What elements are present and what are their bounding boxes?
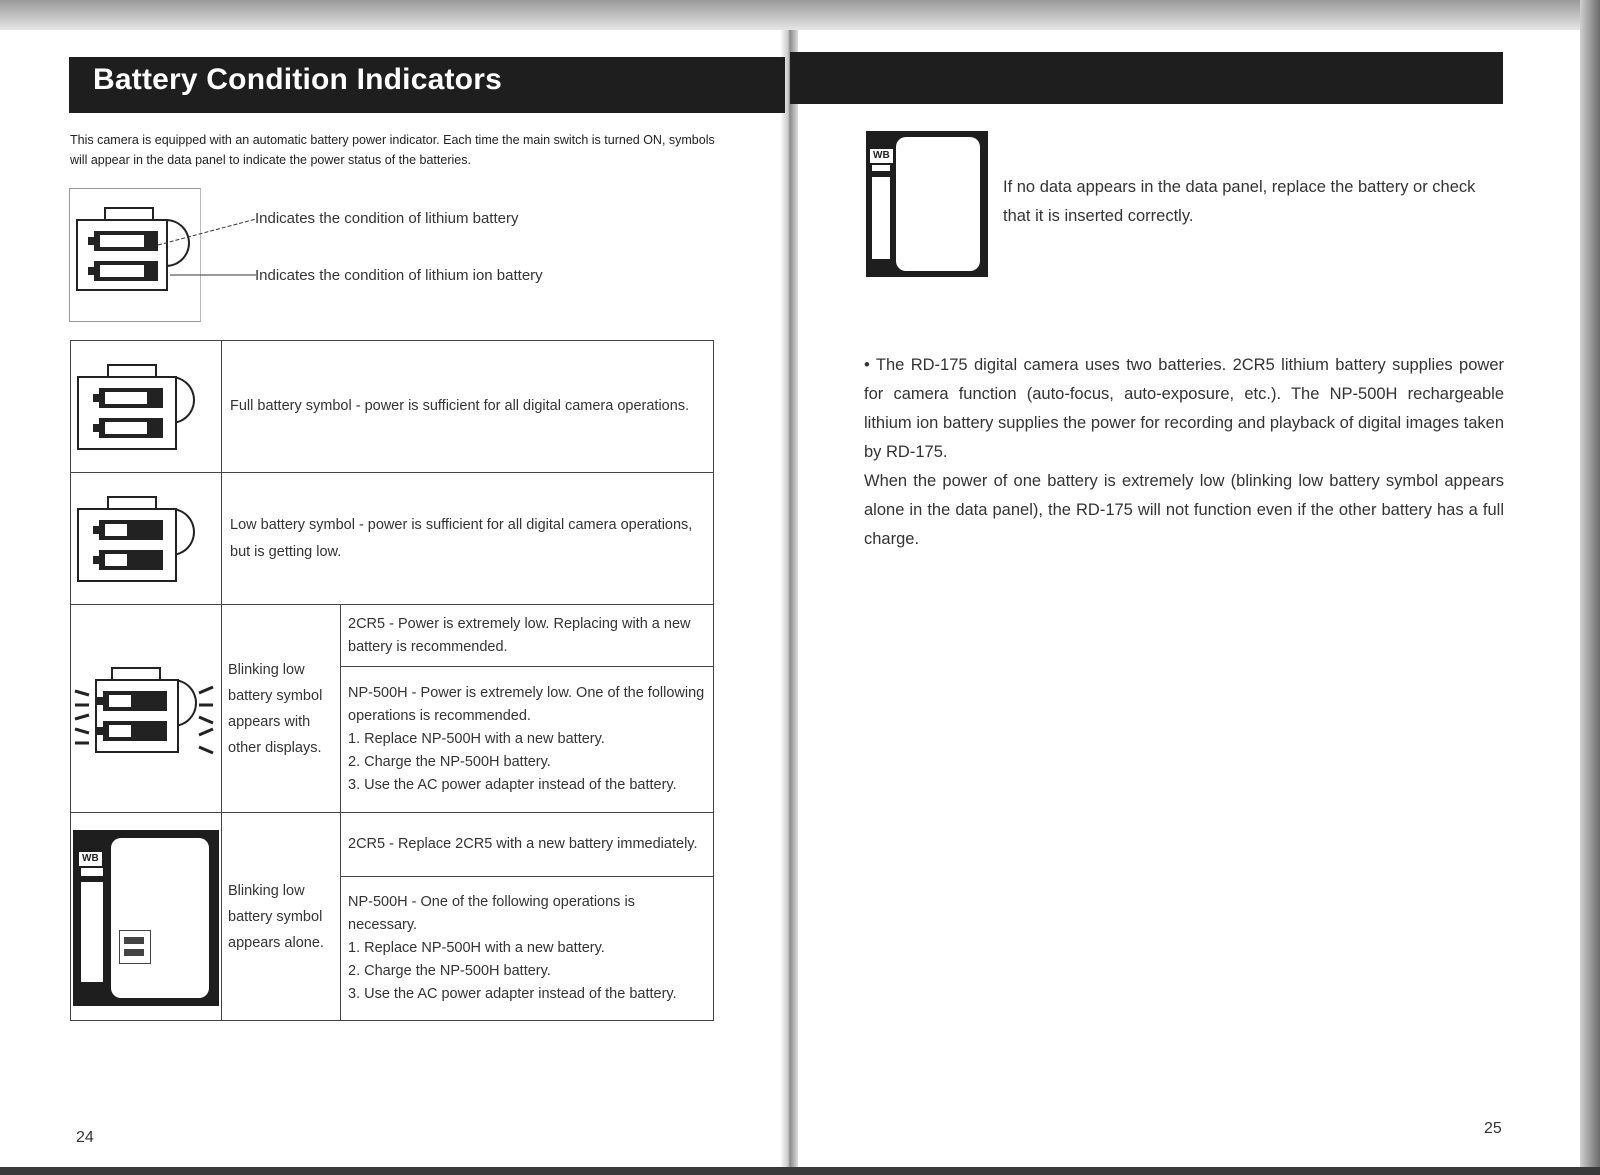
blink-other-np <box>341 667 714 813</box>
low-battery-description: Low battery symbol - power is sufficient for all digital camera operations, but is getting low. <box>222 473 714 605</box>
np-step-3: 3. Use the AC power adapter instead of the battery. <box>348 777 677 793</box>
scan-right-edge <box>1580 0 1600 1175</box>
title-bar <box>69 57 785 113</box>
page-title: Battery Condition Indicators <box>93 63 502 96</box>
table-row-blink-other-cr5 <box>71 605 714 667</box>
callout-lithium-ion: Indicates the condition of lithium ion battery <box>255 267 543 284</box>
np-step-1: 1. Replace NP-500H with a new battery. <box>348 940 605 956</box>
blink-alone-label: Blinking low battery symbol appears alone. <box>222 813 341 1021</box>
icon-cell-blink-alone <box>71 813 222 1021</box>
blink-other-cr5: 2CR5 - Power is extremely low. Replacing with a new battery is recommended. <box>341 605 714 667</box>
lithium-battery-icon <box>94 231 158 251</box>
battery-info <box>864 351 1504 554</box>
callout-lithium: Indicates the condition of lithium battery <box>255 210 519 227</box>
battery-blinking-icon <box>119 930 151 964</box>
battery-low-icon <box>99 520 163 540</box>
battery-low-icon <box>99 550 163 570</box>
book-spine <box>780 30 798 1167</box>
icon-cell-low <box>71 473 222 605</box>
battery-info-para-2: When the power of one battery is extremely low (blinking low battery symbol appears alone in the data panel), the RD-175 will not function even if the other battery has a full charge. <box>864 472 1504 548</box>
title-bar-continuation <box>790 52 1503 104</box>
full-battery-description: Full battery symbol - power is sufficient for all digital camera operations. <box>222 341 714 473</box>
lithium-ion-battery-icon <box>94 261 158 281</box>
np-step-1: 1. Replace NP-500H with a new battery. <box>348 731 605 747</box>
lcd-panel-icon <box>73 830 219 1006</box>
np-step-2: 2. Charge the NP-500H battery. <box>348 963 551 979</box>
np-step-3: 3. Use the AC power adapter instead of the battery. <box>348 986 677 1002</box>
wb-label: WB <box>870 149 893 163</box>
np-intro: NP-500H - One of the following operations is necessary. <box>348 894 635 933</box>
table-row-full <box>71 341 714 473</box>
scan-top-edge <box>0 0 1600 30</box>
indicator-table <box>70 340 714 1021</box>
np-step-2: 2. Charge the NP-500H battery. <box>348 754 551 770</box>
blink-other-label: Blinking low battery symbol appears with other displays. <box>222 605 341 813</box>
no-data-text: If no data appears in the data panel, replace the battery or check that it is inserted correctly. <box>1003 178 1476 225</box>
blink-alone-cr5: 2CR5 - Replace 2CR5 with a new battery immediately. <box>341 813 714 877</box>
lcd-panel-icon <box>866 131 988 277</box>
battery-full-icon <box>99 388 163 408</box>
icon-cell-blink-other <box>71 605 222 813</box>
wb-label: WB <box>79 852 102 866</box>
page-number-left: 24 <box>76 1129 94 1146</box>
blink-alone-np <box>341 877 714 1021</box>
scan-bottom-edge <box>0 1167 1600 1175</box>
icon-cell-full <box>71 341 222 473</box>
blink-marks-icon <box>71 679 221 759</box>
battery-full-icon <box>99 418 163 438</box>
table-row-low <box>71 473 714 605</box>
table-row-blink-alone-cr5 <box>71 813 714 877</box>
callout-lines <box>150 205 260 295</box>
battery-info-para-1: • The RD-175 digital camera uses two batteries. 2CR5 lithium battery supplies power for camera function (auto-focus, auto-exposure, etc.). The NP-500H rechargeable lithium ion battery supplies the power for recording and playback of digital images taken by RD-175. <box>864 356 1504 461</box>
page-number-right: 25 <box>1484 1120 1502 1137</box>
intro-text: This camera is equipped with an automatic battery power indicator. Each time the main switch is turned ON, symbols will appear in the data panel to indicate the power status of the batteries. <box>70 133 715 167</box>
np-intro: NP-500H - Power is extremely low. One of the following operations is recommended. <box>348 685 705 724</box>
